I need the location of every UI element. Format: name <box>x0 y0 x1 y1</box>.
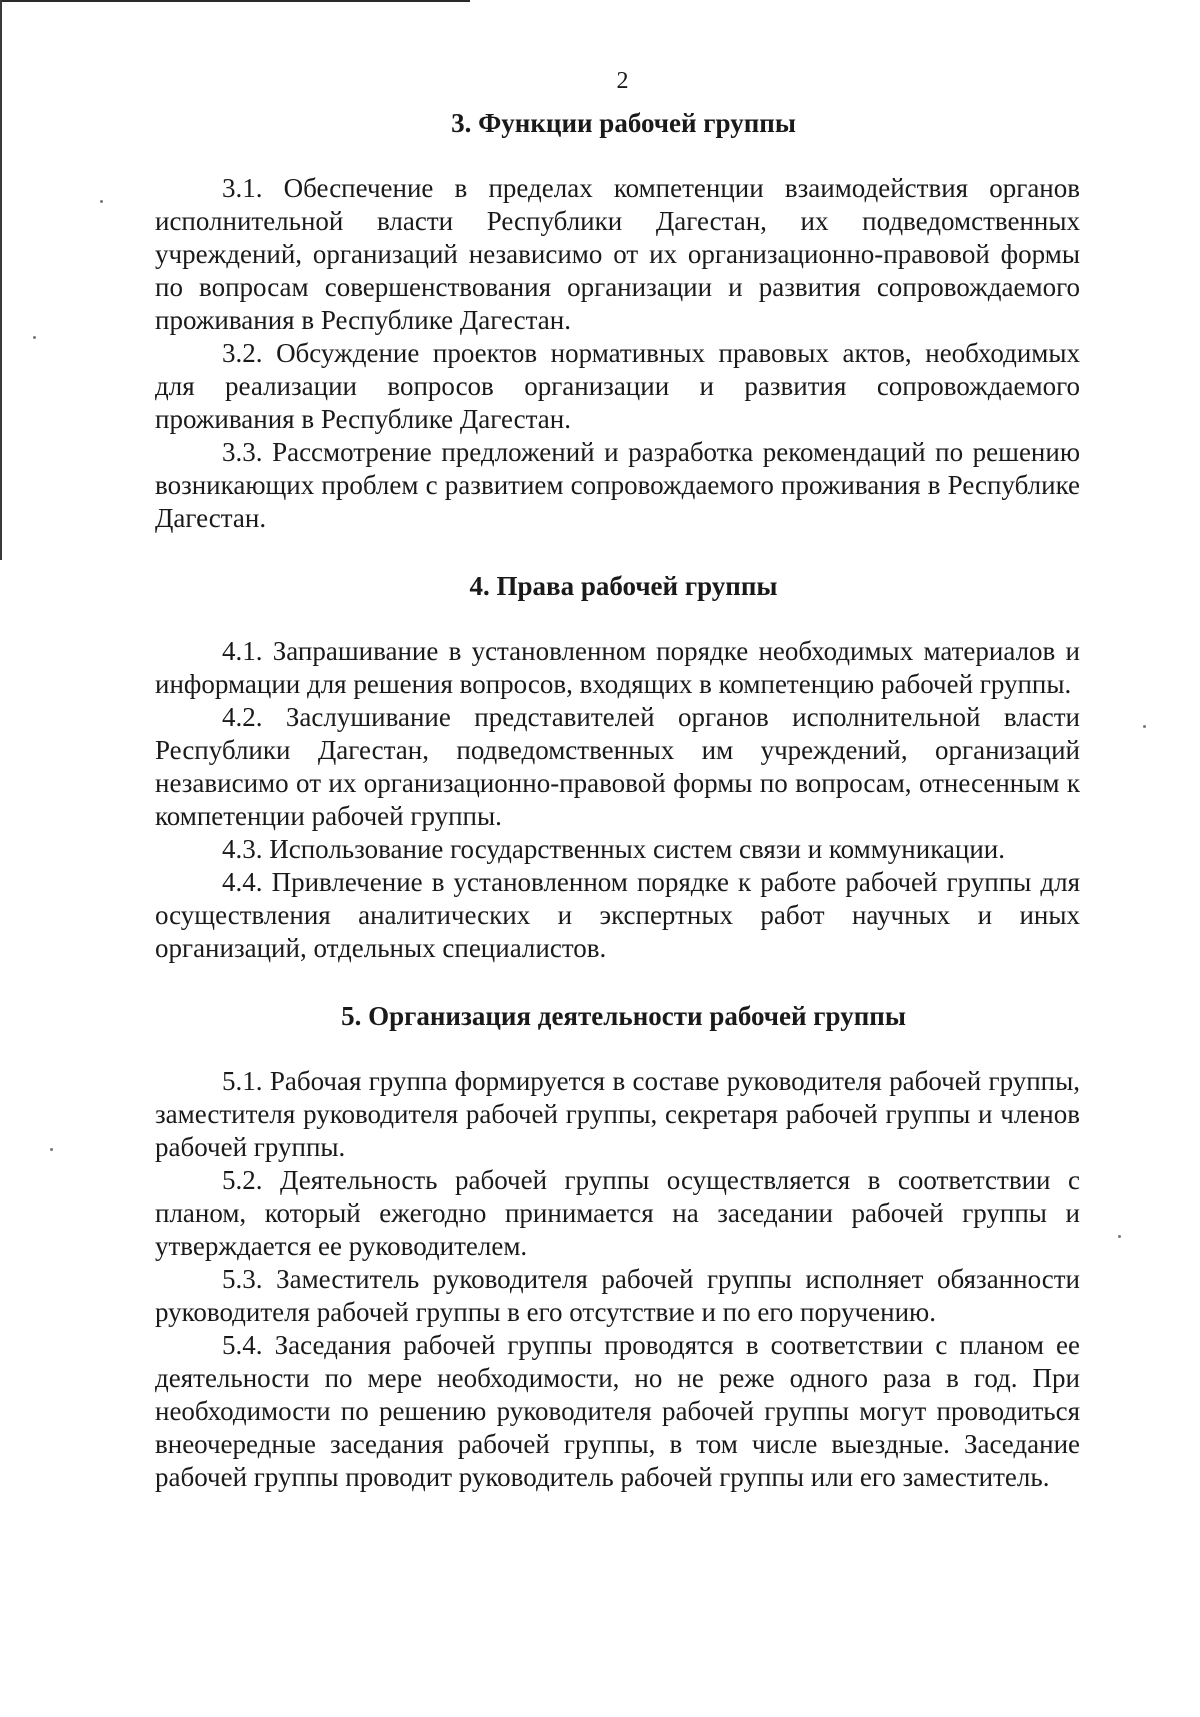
clause-5-2: 5.2. Деятельность рабочей группы осуществляется в соответствии с планом, который ежегодно принимается на заседании рабочей группы и утверждается ее руководителем. <box>155 1165 1080 1261</box>
clause-5-3: 5.3. Заместитель руководителя рабочей группы исполняет обязанности руководителя рабочей группы в его отсутствие и по его поручению. <box>155 1264 1080 1327</box>
section-organization <box>155 999 1080 1494</box>
clause-5-4: 5.4. Заседания рабочей группы проводятся в соответствии с планом ее деятельности по мере необходимости, но не реже одного раза в год. При необходимости по решению руководителя рабочей группы могут проводиться внеочередные заседания рабочей группы, в том числе выездные. Заседание рабочей группы проводит руководитель рабочей группы или его заместитель. <box>155 1330 1080 1492</box>
clause-3-1: 3.1. Обеспечение в пределах компетенции взаимодействия органов исполнительной власти Республики Дагестан, их подведомственных учреждений, организаций независимо от их организационно-правовой формы по вопросам совершенствования организации и развития сопровождаемого проживания в Республике Дагестан. <box>155 173 1080 335</box>
scan-speck <box>50 1148 53 1151</box>
scan-edge-top <box>0 0 470 2</box>
clause-3-3: 3.3. Рассмотрение предложений и разработка рекомендаций по решению возникающих проблем с развитием сопровождаемого проживания в Республике Дагестан. <box>155 437 1080 533</box>
scan-speck <box>1143 725 1146 728</box>
scan-speck <box>33 336 36 339</box>
scan-speck <box>1118 1235 1121 1238</box>
section-title: 4. Права рабочей группы <box>469 571 778 601</box>
document-body <box>155 66 1080 1494</box>
section-title: 3. Функции рабочей группы <box>451 108 796 138</box>
clause-4-3: 4.3. Использование государственных систем связи и коммуникации. <box>222 834 1005 864</box>
section-title: 5. Организация деятельности рабочей группы <box>341 1001 906 1031</box>
clause-4-4: 4.4. Привлечение в установленном порядке к работе рабочей группы для осуществления аналитических и экспертных работ научных и иных организаций, отдельных специалистов. <box>155 867 1080 963</box>
scan-edge-left <box>0 0 2 560</box>
clause-4-1: 4.1. Запрашивание в установленном порядке необходимых материалов и информации для решения вопросов, входящих в компетенцию рабочей группы. <box>155 636 1080 699</box>
scan-speck <box>100 200 103 203</box>
page-number: 2 <box>616 68 629 94</box>
clause-3-2: 3.2. Обсуждение проектов нормативных правовых актов, необходимых для реализации вопросов организации и развития сопровождаемого проживания в Республике Дагестан. <box>155 338 1080 434</box>
section-functions <box>155 106 1080 535</box>
clause-4-2: 4.2. Заслушивание представителей органов исполнительной власти Республики Дагестан, подведомственных им учреждений, организаций независимо от их организационно-правовой формы по вопросам, отнесенным к компетенции рабочей группы. <box>155 702 1080 831</box>
clause-5-1: 5.1. Рабочая группа формируется в составе руководителя рабочей группы, заместителя руководителя рабочей группы, секретаря рабочей группы и членов рабочей группы. <box>155 1066 1080 1162</box>
section-rights <box>155 569 1080 965</box>
